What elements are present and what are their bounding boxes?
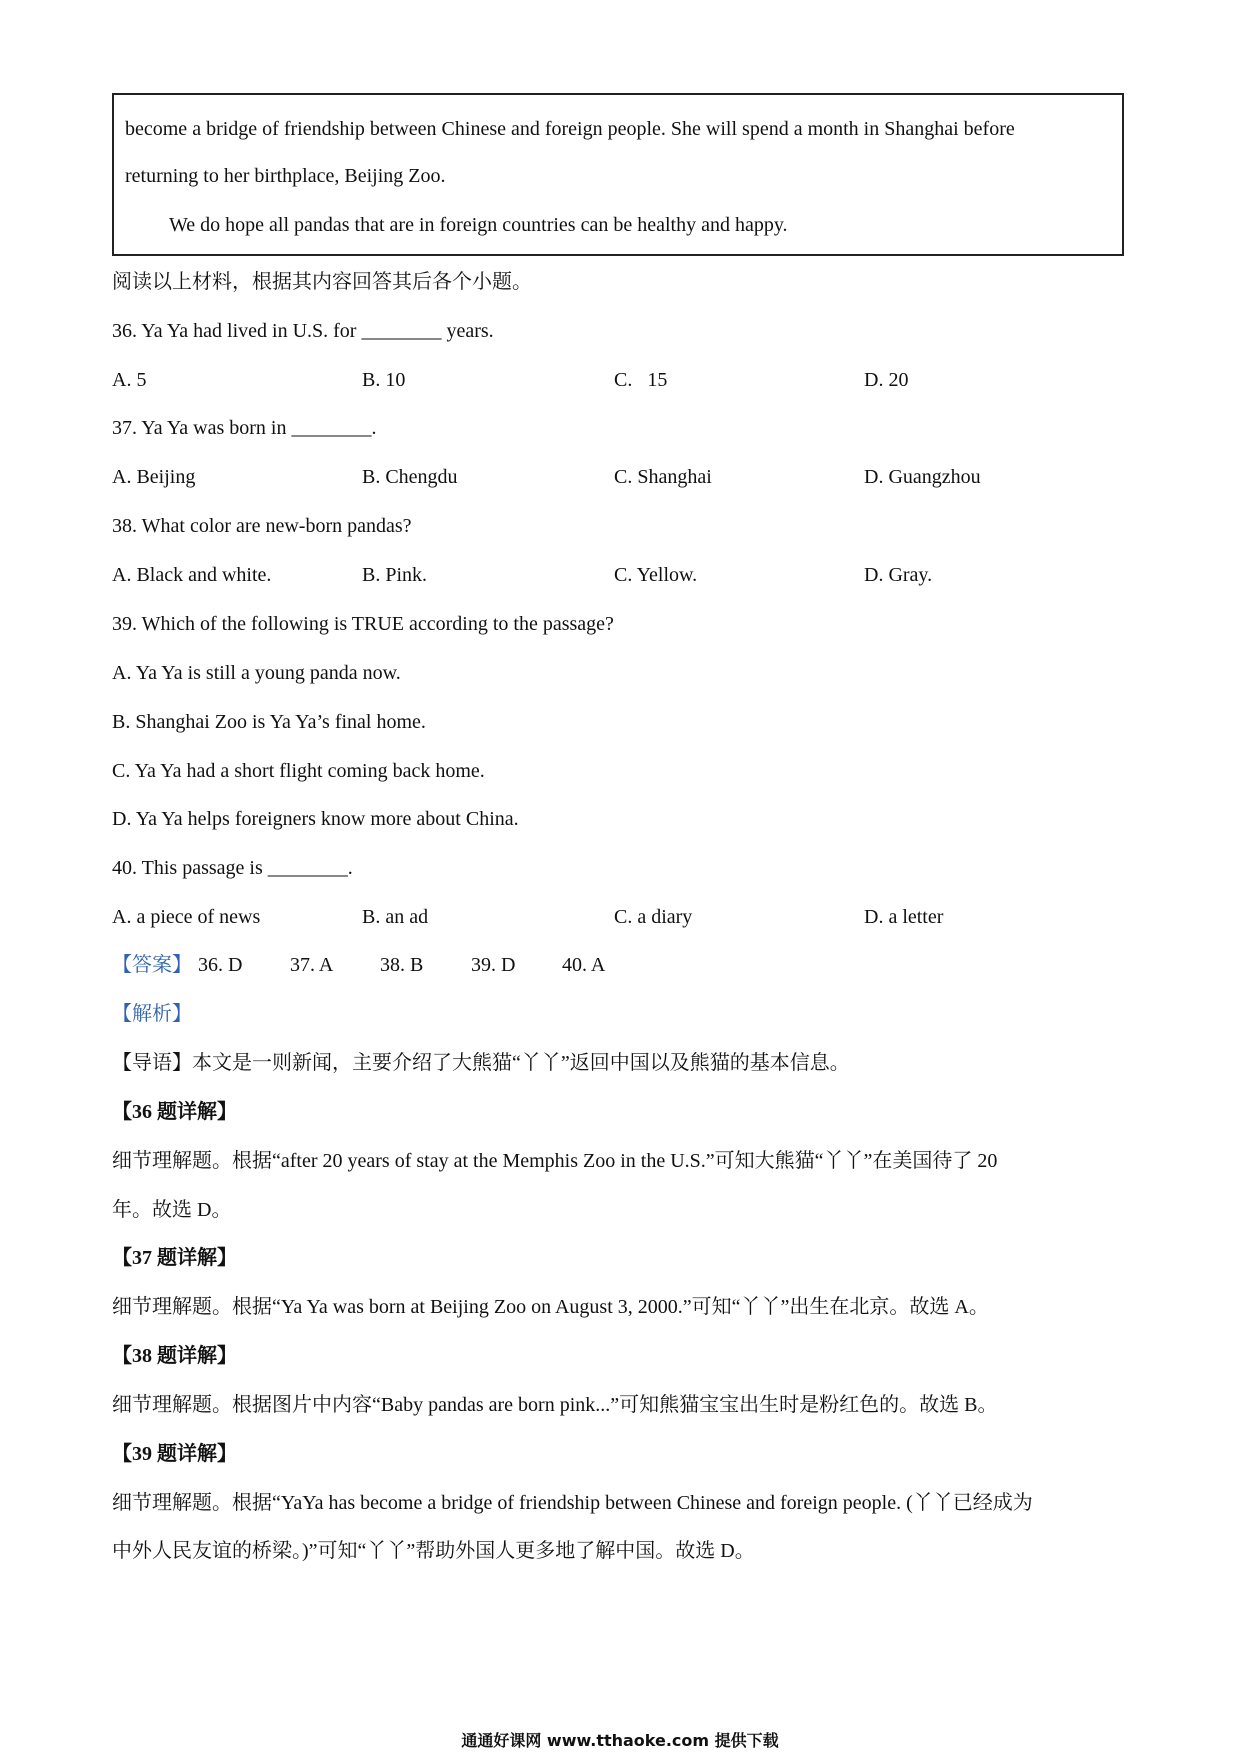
detail-line: 细节理解题。根据“Ya Ya was born at Beijing Zoo on August 3, 2000.”可知“丫丫”出生在北京。故选 A。 [112,1296,989,1318]
detail-line: 细节理解题。根据“after 20 years of stay at the Memphis Zoo in the U.S.”可知大熊猫“丫丫”在美国待了 20 [112,1150,998,1172]
intro: 【导语】本文是一则新闻，主要介绍了大熊猫“丫丫”返回中国以及熊猫的基本信息。 [112,1052,850,1074]
option: A. Beijing [112,466,196,488]
detail-line: 细节理解题。根据“YaYa has become a bridge of friendship between Chinese and foreign people. (丫丫已经成为 [112,1492,1033,1514]
detail-line: 中外人民友谊的桥梁。)”可知“丫丫”帮助外国人更多地了解中国。故选 D。 [112,1540,755,1562]
option: D. a letter [864,906,944,928]
answer-label: 【答案】 [112,954,192,976]
detail-heading: 【36 题详解】 [112,1101,237,1123]
option: A. a piece of news [112,906,261,928]
option: D. Ya Ya helps foreigners know more about China. [112,808,519,830]
option: B. an ad [362,906,429,928]
answer-item: 39. D [471,954,516,976]
option: D. Guangzhou [864,466,981,488]
option: A. Black and white. [112,564,272,586]
answer-item: 38. B [380,954,424,976]
answer-item: 40. A [562,954,606,976]
option: A. Ya Ya is still a young panda now. [112,662,401,684]
option: D. Gray. [864,564,933,586]
question-stem: 39. Which of the following is TRUE according to the passage? [112,613,614,635]
detail-line: 年。故选 D。 [112,1199,232,1221]
detail-line: 细节理解题。根据图片中内容“Baby pandas are born pink...”可知熊猫宝宝出生时是粉红色的。故选 B。 [112,1394,998,1416]
page-footer: 通通好课网 www.tthaoke.com 提供下载 [461,1731,779,1750]
detail-heading: 【39 题详解】 [112,1443,237,1465]
option: B. 10 [362,369,406,391]
passage-line-1: become a bridge of friendship between Chinese and foreign people. She will spend a month in Shanghai before [125,118,1015,140]
option: A. 5 [112,369,147,391]
answer-item: 37. A [290,954,334,976]
analysis-label: 【解析】 [112,1003,192,1025]
question-stem: 36. Ya Ya had lived in U.S. for ________ years. [112,320,494,342]
option: C. a diary [614,906,693,928]
option: C. Ya Ya had a short flight coming back home. [112,760,485,782]
question-stem: 40. This passage is ________. [112,857,353,879]
instruction: 阅读以上材料，根据其内容回答其后各个小题。 [112,271,532,293]
option: C. Yellow. [614,564,698,586]
option: C. Shanghai [614,466,712,488]
option: C. 15 [614,369,668,391]
detail-heading: 【37 题详解】 [112,1247,237,1269]
answer-item: 36. D [198,954,243,976]
passage-line-2: returning to her birthplace, Beijing Zoo. [125,165,446,187]
question-stem: 38. What color are new-born pandas? [112,515,412,537]
option: B. Chengdu [362,466,458,488]
option: B. Shanghai Zoo is Ya Ya’s final home. [112,711,426,733]
passage-line-3: We do hope all pandas that are in foreign countries can be healthy and happy. [169,214,788,236]
option: D. 20 [864,369,909,391]
question-stem: 37. Ya Ya was born in ________. [112,417,377,439]
detail-heading: 【38 题详解】 [112,1345,237,1367]
option: B. Pink. [362,564,428,586]
